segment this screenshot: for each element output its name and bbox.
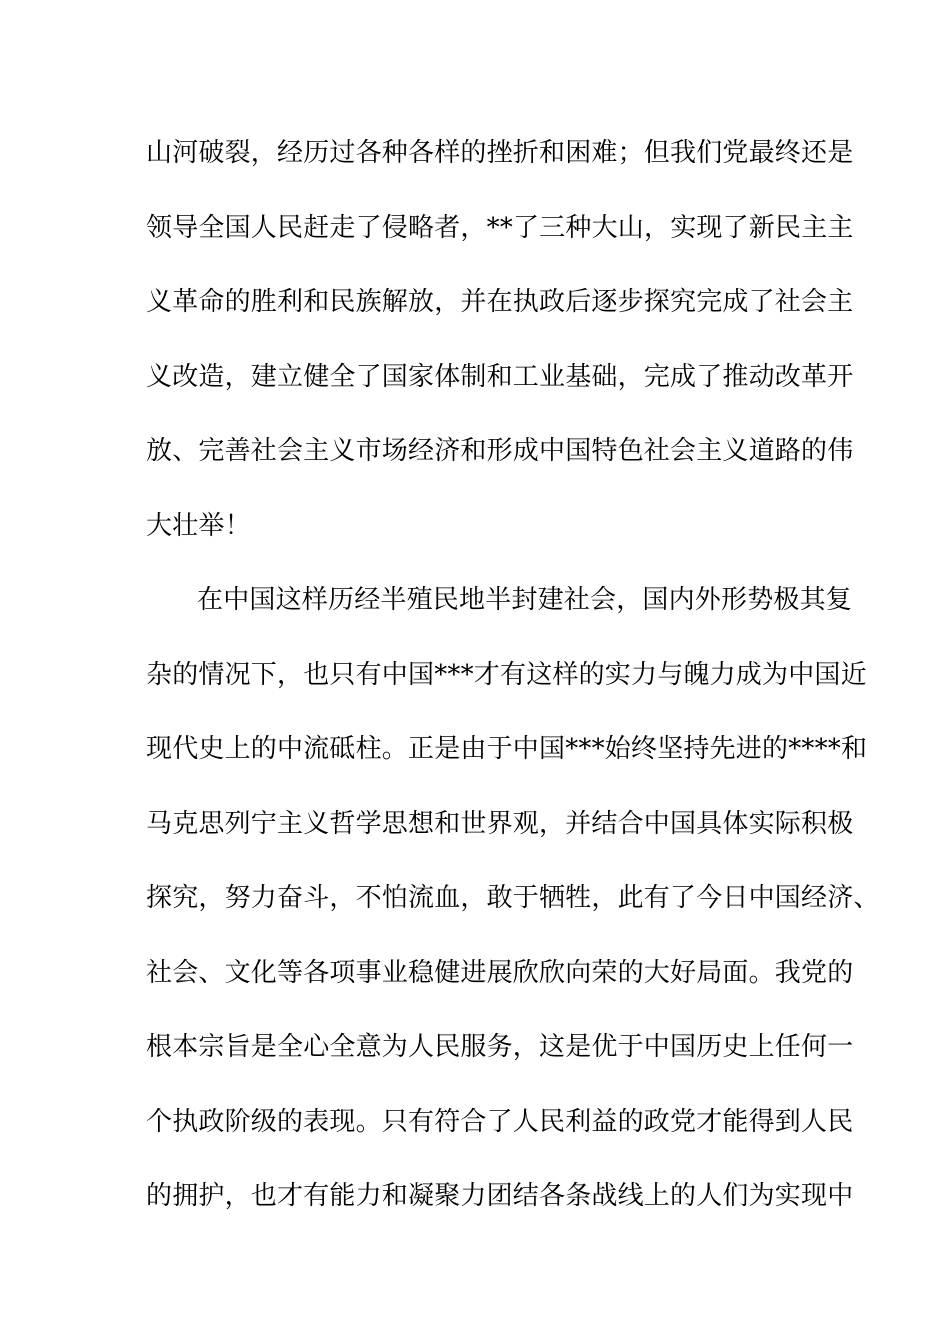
text-line: 的拥护，也才有能力和凝聚力团结各条战线上的人们为实现中 (146, 1181, 854, 1211)
text-line: 大壮举！ (146, 510, 251, 541)
text-line: 山河破裂，经历过各种各样的挫折和困难；但我们党最终还是 (146, 138, 854, 168)
document-body (146, 128, 880, 1246)
text-line: 根本宗旨是全心全意为人民服务，这是优于中国历史上任何一 (146, 1032, 854, 1062)
text-line: 马克思列宁主义哲学思想和世界观，并结合中国具体实际积极 (146, 808, 854, 839)
text-line: 放、完善社会主义市场经济和形成中国特色社会主义道路的伟 (146, 436, 854, 466)
text-line: 领导全国人民赶走了侵略者，**了三种大山，实现了新民主主 (146, 212, 854, 243)
text-line: 探究，努力奋斗，不怕流血，敢于牺牲，此有了今日中国经济、 (146, 883, 880, 913)
text-line: 杂的情况下，也只有中国***才有这样的实力与魄力成为中国近 (146, 659, 867, 690)
text-line: 现代史上的中流砥柱。正是由于中国***始终坚持先进的****和 (146, 734, 868, 764)
text-line: 义改造，建立健全了国家体制和工业基础，完成了推动改革开 (146, 361, 854, 392)
text-line: 义革命的胜利和民族解放，并在执政后逐步探究完成了社会主 (146, 287, 854, 317)
text-line: 个执政阶级的表现。只有符合了人民利益的政党才能得到人民 (146, 1106, 854, 1137)
paragraph-start-line: 在中国这样历经半殖民地半封建社会，国内外形势极其复 (197, 585, 853, 615)
text-line: 社会、文化等各项事业稳健进展欣欣向荣的大好局面。我党的 (146, 957, 854, 988)
